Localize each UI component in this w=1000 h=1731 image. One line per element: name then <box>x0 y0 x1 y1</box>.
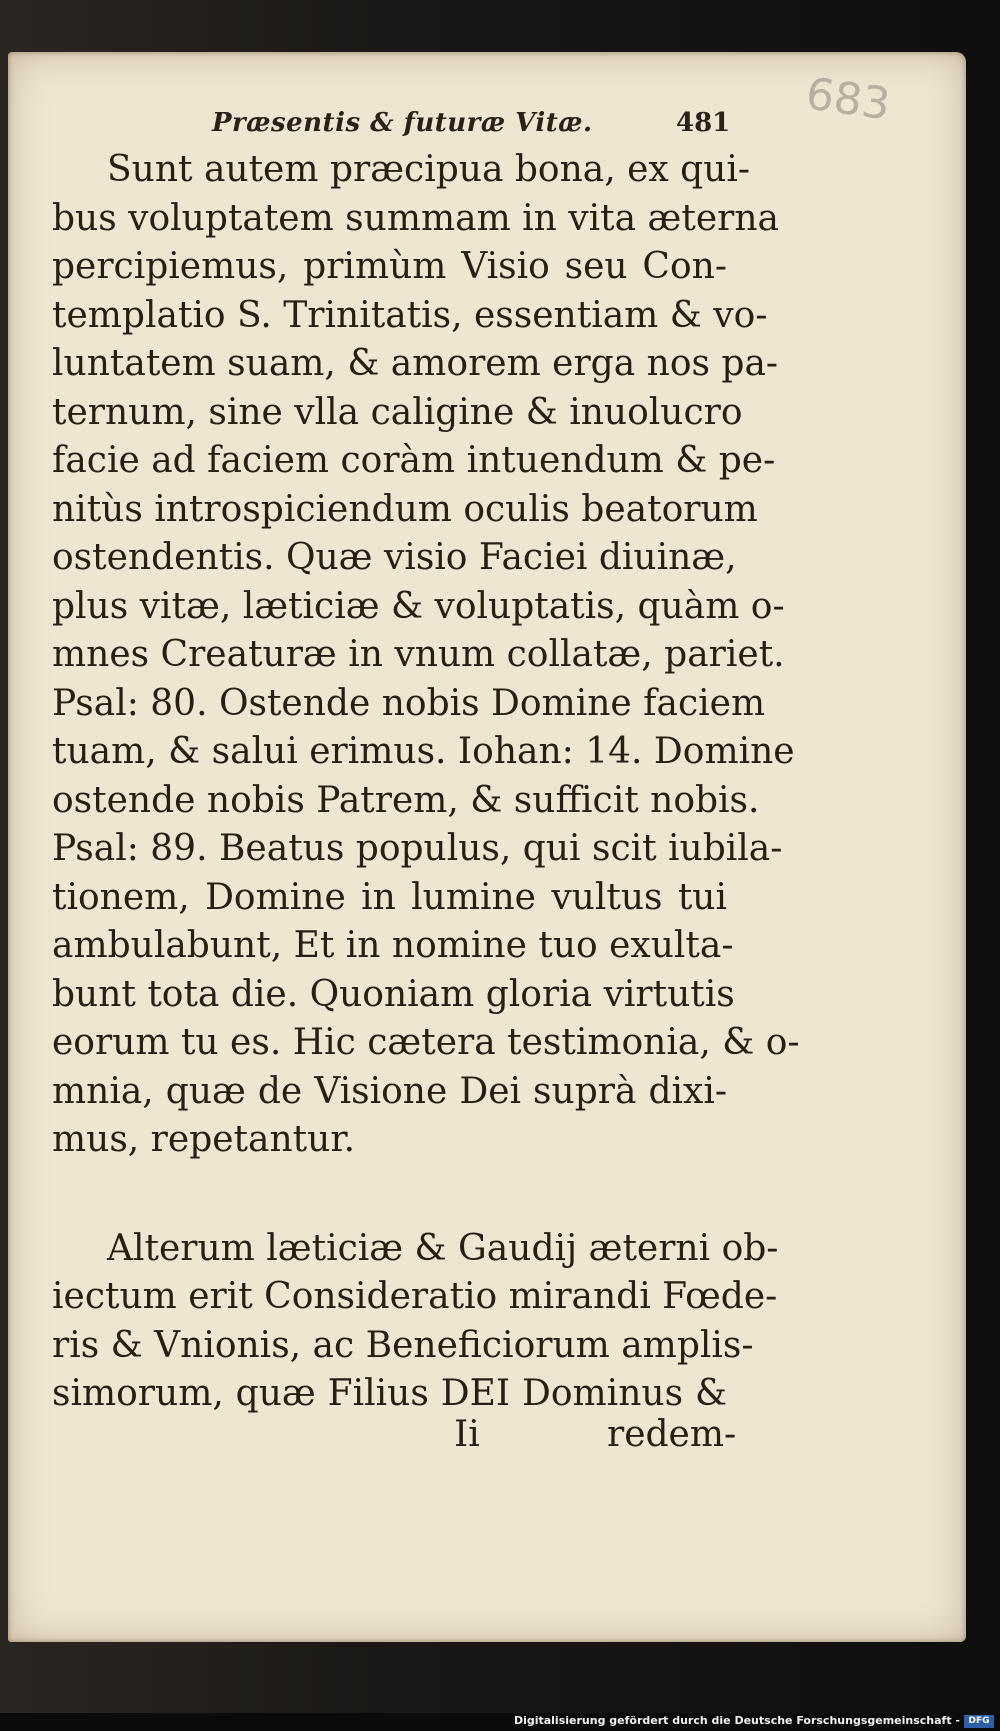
text-line: luntatem suam, & amorem erga nos pa- <box>52 343 779 384</box>
text-line: ostende nobis Patrem, & sufficit nobis. <box>52 779 760 821</box>
text-line: iectum erit Consideratio mirandi Fœde- <box>52 1276 778 1317</box>
text-line: mnia, quæ de Visione Dei suprà dixi- <box>52 1070 727 1112</box>
page-header <box>0 108 1000 148</box>
text-line: tuam, & salui erimus. Iohan: 14. Domine <box>52 731 795 772</box>
text-line: tionem, Domine in lumine vultus tui <box>52 876 727 918</box>
text-line: Alterum læticiæ & Gaudij æterni ob- <box>107 1227 779 1269</box>
text-line: ris & Vnionis, ac Beneficiorum amplis- <box>52 1324 754 1366</box>
paragraph-2 <box>52 1225 779 1419</box>
text-line: mnes Creaturæ in vnum collatæ, pariet. <box>52 634 785 675</box>
text-line: ternum, sine vlla caligine & inuolucro <box>52 391 743 433</box>
text-line: Psal: 80. Ostende nobis Domine faciem <box>52 682 766 724</box>
pencil-page-note: 683 <box>802 68 894 131</box>
catchword: redem- <box>607 1414 737 1455</box>
text-line: simorum, quæ Filius DEI Dominus & <box>52 1373 727 1414</box>
paragraph-gap <box>52 1165 727 1225</box>
dfg-logo-icon: DFG <box>964 1715 994 1728</box>
running-title: Præsentis & futuræ Vitæ. <box>212 108 593 138</box>
text-line: Psal: 89. Beatus populus, qui scit iubila- <box>52 828 783 869</box>
text-line: nitùs introspiciendum oculis beatorum <box>52 488 758 530</box>
page-footer <box>52 1414 737 1464</box>
main-text <box>52 146 800 1419</box>
text-line: Sunt autem præcipua bona, ex qui- <box>107 149 751 190</box>
text-line: ostendentis. Quæ visio Faciei diuinæ, <box>52 537 737 578</box>
text-line: templatio S. Trinitatis, essentiam & vo- <box>52 294 768 336</box>
text-line: mus, repetantur. <box>52 1119 356 1160</box>
text-line: plus vitæ, læticiæ & voluptatis, quàm o- <box>52 585 785 627</box>
digitization-credit-bar <box>0 1713 1000 1731</box>
signature-mark: Ii <box>454 1414 480 1455</box>
credit-text: Digitalisierung gefördert durch die Deutsche Forschungsgemeinschaft - <box>513 1714 960 1727</box>
paragraph-1 <box>52 146 800 1165</box>
page-number: 481 <box>676 108 731 138</box>
text-line: bus voluptatem summam in vita æterna <box>52 197 779 239</box>
text-line: bunt tota die. Quoniam gloria virtutis <box>52 973 735 1015</box>
text-line: facie ad faciem coràm intuendum & pe- <box>52 440 776 481</box>
text-line: eorum tu es. Hic cætera testimonia, & o- <box>52 1022 800 1063</box>
text-line: percipiemus, primùm Visio seu Con- <box>52 246 727 287</box>
text-line: ambulabunt, Et in nomine tuo exulta- <box>52 925 734 966</box>
